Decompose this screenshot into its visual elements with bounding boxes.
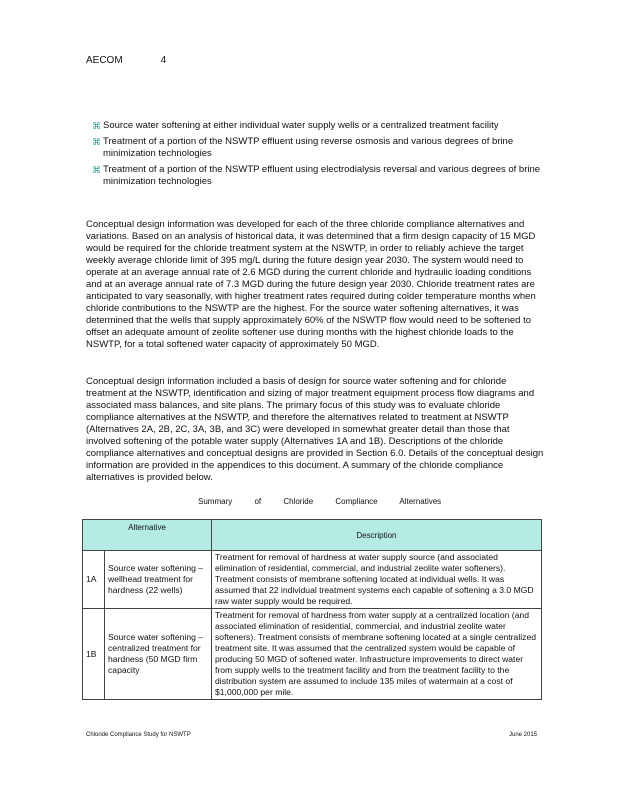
- table-caption: Summary of Chloride Compliance Alternatives: [198, 497, 442, 506]
- list-item: ⌘ Source water softening at either individual water supply wells or a centralized treatment facility: [92, 120, 499, 131]
- bullet-icon: ⌘: [92, 165, 101, 175]
- alternatives-table: [82, 519, 542, 700]
- body-paragraph: Conceptual design information was developed for each of the three chloride compliance alternatives and variations. Based on an analysis of historical data, it was determined that a firm design capacity of 15 MGD would be required for the chloride treatment system at the NSWTP, in order to reliably achieve the target weekly average chloride limit of 395 mg/L during the future design year 2030. The system would need to operate at an average annual rate of 2.6 MGD during the current chloride and hydraulic loading conditions and at an average annual rate of 7.3 MGD during the future design year 2030. Chloride treatment rates are anticipated to vary seasonally, with higher treatment rates required during colder temperature months when chloride contributions to the NSWTP are the highest. For the source water softening alternatives, it was determined that the wells that supply approximately 60% of the NSWTP flow would need to be softened to offset an adequate amount of zeolite softener use during months with the highest chloride loads to the NSWTP, for a total softened water capacity of approximately 50 MGD.: [86, 219, 536, 350]
- list-item: ⌘ Treatment of a portion of the NSWTP effluent using reverse osmosis and various degrees of brine minimization technologies: [92, 136, 514, 159]
- column-header-description: Description: [212, 520, 542, 551]
- page-number: 4: [160, 55, 167, 66]
- alternative-description: Treatment for removal of hardness at water supply source (and associated elimination of residential, commercial, and industrial zeolite water softeners). Treatment consists of membrane softening located at individual wells. It was assumed that 22 individual treatment systems each capable of softening a 3.0 MGD raw water supply would be required.: [212, 551, 542, 609]
- table-header-row: [83, 520, 542, 551]
- alternative-name: Source water softening – wellhead treatment for hardness (22 wells): [105, 551, 212, 609]
- table-row: [83, 551, 542, 609]
- alternatives-bullet-list: [92, 120, 552, 192]
- page-header: [86, 55, 166, 66]
- alternative-description: Treatment for removal of hardness from water supply at a centralized location (and associated elimination of residential, commercial, and industrial zeolite water softeners). Treatment consists of membrane softening located at a single centralized treatment site. It was assumed that the centralized system would be capable of producing 50 MGD of softened water. Infrastructure improvements to direct water from supply wells to the treatment facility and from the treatment facility to the distribution system are assumed to include 135 miles of watermain at a cost of $1,000,000 per mile.: [212, 609, 542, 700]
- alternative-id: 1B: [83, 609, 105, 700]
- bullet-icon: ⌘: [92, 121, 101, 131]
- alternative-id: 1A: [83, 551, 105, 609]
- table-row: [83, 609, 542, 700]
- alternative-name: Source water softening – centralized treatment for hardness (50 MGD firm capacity: [105, 609, 212, 700]
- list-item: ⌘ Treatment of a portion of the NSWTP effluent using electrodialysis reversal and various degrees of brine minimization technologies: [92, 164, 541, 187]
- column-header-alternative: Alternative: [83, 520, 212, 551]
- bullet-icon: ⌘: [92, 137, 101, 147]
- company-name: AECOM: [86, 55, 123, 66]
- body-paragraph: Conceptual design information included a basis of design for source water softening and for chloride treatment at the NSWTP, identification and sizing of major treatment equipment process flow diagrams and associated mass balances, and site plans. The primary focus of this study was to evaluate chloride compliance alternatives at the NSWTP, and therefore the alternatives related to treatment at NSWTP (Alternatives 2A, 2B, 2C, 3A, 3B, and 3C) were developed in somewhat greater detail than those that involved softening of the potable water supply (Alternatives 1A and 1B). Descriptions of the chloride compliance alternatives and conceptual designs are provided in Section 6.0. Details of the conceptual design information are provided in the appendices to this document. A summary of the chloride compliance alternatives is provided below.: [86, 376, 544, 483]
- footer-title: Chloride Compliance Study for NSWTP: [86, 732, 191, 738]
- footer-date: June 2015: [509, 732, 538, 738]
